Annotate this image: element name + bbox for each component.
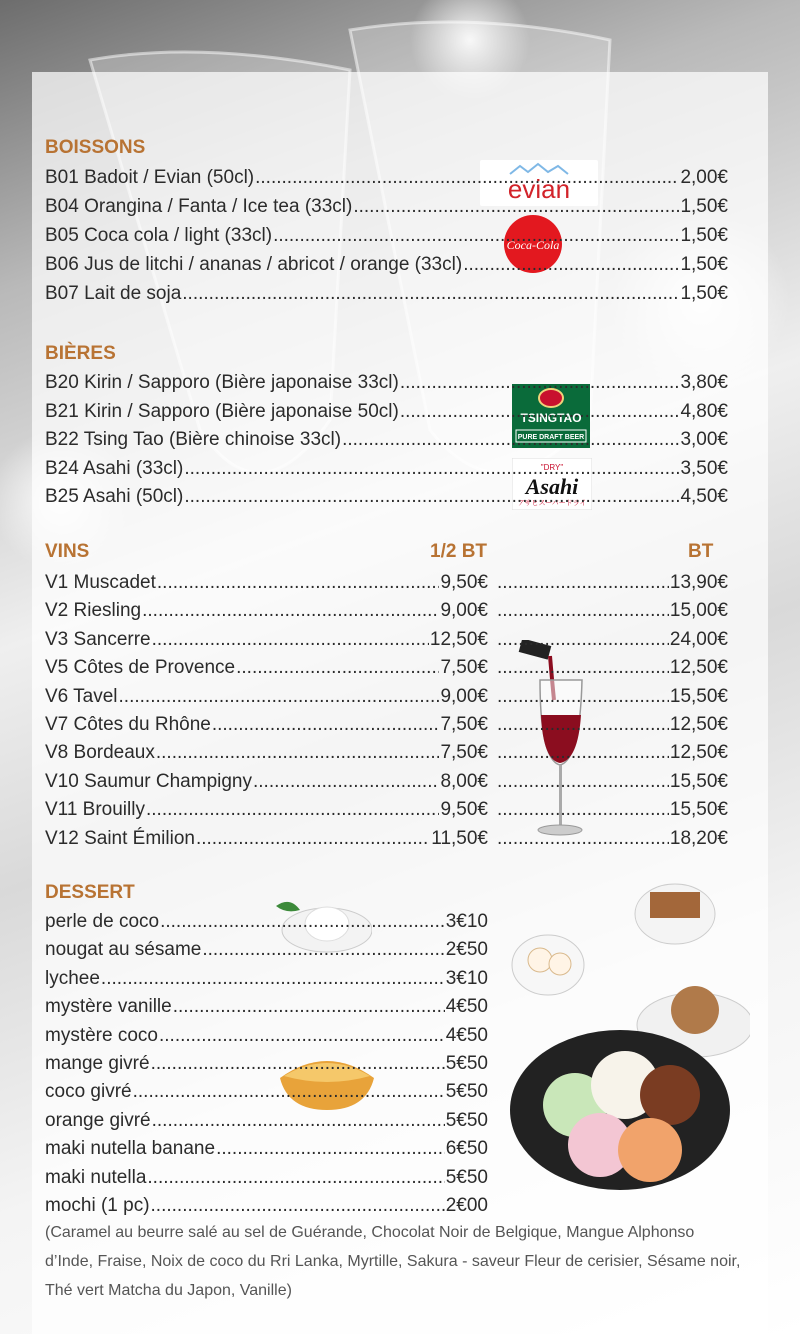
item-price: 9,50€ bbox=[440, 572, 488, 593]
leader-dots bbox=[119, 683, 440, 711]
vin-row-bottle bbox=[496, 683, 728, 711]
vin-row-bottle bbox=[496, 626, 728, 654]
dessert-row bbox=[45, 993, 488, 1021]
leader-dots bbox=[497, 796, 669, 824]
vin-row-bottle bbox=[496, 569, 728, 597]
leader-dots bbox=[463, 251, 679, 279]
asahi-logo-subtext: アサヒスーパードライ bbox=[517, 499, 587, 507]
item-name: lychee bbox=[45, 967, 100, 989]
dessert-row bbox=[45, 908, 488, 936]
leader-dots bbox=[152, 626, 429, 654]
boisson-row bbox=[45, 251, 728, 279]
leader-dots bbox=[212, 711, 440, 739]
dessert-row bbox=[45, 1164, 488, 1192]
dessert-row bbox=[45, 936, 488, 964]
leader-dots bbox=[400, 369, 680, 397]
asahi-dry-text: "DRY" bbox=[540, 463, 564, 472]
dessert-row bbox=[45, 1135, 488, 1163]
item-name: V12 Saint Émilion bbox=[45, 827, 195, 849]
leader-dots bbox=[342, 426, 679, 454]
item-price: 3,00€ bbox=[680, 429, 728, 450]
leader-dots bbox=[173, 993, 445, 1021]
item-price-bottle: 15,50€ bbox=[669, 799, 728, 821]
item-name: coco givré bbox=[45, 1081, 132, 1103]
item-price: 7,50€ bbox=[440, 714, 488, 735]
vin-row bbox=[45, 796, 488, 824]
boisson-row bbox=[45, 222, 728, 250]
item-price: 1,50€ bbox=[680, 225, 728, 246]
column-full-bottle: BT bbox=[688, 541, 714, 562]
item-name: B01 Badoit / Evian (50cl) bbox=[45, 167, 255, 188]
item-price: 7,50€ bbox=[440, 657, 488, 679]
item-name: orange givré bbox=[45, 1109, 151, 1131]
item-price-bottle: 18,20€ bbox=[669, 827, 728, 849]
dessert-row bbox=[45, 1078, 488, 1106]
leader-dots bbox=[133, 1078, 445, 1106]
item-name: V8 Bordeaux bbox=[45, 742, 155, 764]
item-price: 1,50€ bbox=[680, 283, 728, 304]
leader-dots bbox=[159, 1022, 445, 1050]
section-title-bieres: BIÈRES bbox=[45, 343, 116, 364]
item-price: 9,00€ bbox=[440, 685, 488, 707]
section-title-vins: VINS bbox=[45, 541, 90, 562]
leader-dots bbox=[151, 1192, 445, 1220]
leader-dots bbox=[253, 768, 439, 796]
leader-dots bbox=[497, 825, 669, 853]
item-price: 7,50€ bbox=[440, 742, 488, 764]
leader-dots bbox=[184, 483, 679, 511]
item-price: 2€00 bbox=[445, 1195, 488, 1216]
item-name: mystère coco bbox=[45, 1024, 158, 1046]
item-price: 5€50 bbox=[445, 1081, 488, 1103]
item-price: 3€10 bbox=[445, 967, 488, 989]
vin-row-bottle bbox=[496, 796, 728, 824]
leader-dots bbox=[216, 1135, 445, 1163]
leader-dots bbox=[497, 768, 669, 796]
vin-row bbox=[45, 597, 488, 625]
vin-row bbox=[45, 654, 488, 682]
item-name: B06 Jus de litchi / ananas / abricot / orange (33cl) bbox=[45, 254, 463, 275]
leader-dots bbox=[273, 222, 679, 250]
leader-dots bbox=[497, 597, 669, 625]
item-price: 2€50 bbox=[445, 939, 488, 961]
leader-dots bbox=[497, 569, 669, 597]
item-price: 5€50 bbox=[445, 1109, 488, 1131]
item-price-bottle: 13,90€ bbox=[669, 572, 728, 593]
dessert-row bbox=[45, 1022, 488, 1050]
item-price: 3,50€ bbox=[680, 457, 728, 479]
item-name: B25 Asahi (50cl) bbox=[45, 486, 184, 507]
section-title-dessert: DESSERT bbox=[45, 882, 135, 903]
vin-row-bottle bbox=[496, 768, 728, 796]
item-price: 11,50€ bbox=[431, 827, 488, 849]
item-name: B24 Asahi (33cl) bbox=[45, 457, 184, 479]
leader-dots bbox=[152, 1107, 445, 1135]
vin-row-bottle bbox=[496, 654, 728, 682]
item-price: 3,80€ bbox=[680, 372, 728, 393]
vin-row bbox=[45, 711, 488, 739]
item-name: mochi (1 pc) bbox=[45, 1195, 150, 1216]
leader-dots bbox=[400, 398, 680, 426]
item-price-bottle: 12,50€ bbox=[669, 714, 728, 735]
leader-dots bbox=[255, 164, 679, 192]
item-name: maki nutella banane bbox=[45, 1138, 216, 1160]
vin-row-bottle bbox=[496, 711, 728, 739]
boisson-row bbox=[45, 280, 728, 308]
tsingtao-logo-text: TSINGTAO bbox=[520, 411, 582, 425]
item-name: mystère vanille bbox=[45, 996, 172, 1018]
biere-row bbox=[45, 369, 728, 397]
item-name: B22 Tsing Tao (Bière chinoise 33cl) bbox=[45, 429, 342, 450]
item-price-bottle: 15,50€ bbox=[669, 685, 728, 707]
vin-row-bottle bbox=[496, 597, 728, 625]
item-name: maki nutella bbox=[45, 1166, 147, 1188]
item-price-bottle: 15,00€ bbox=[669, 600, 728, 622]
boisson-row bbox=[45, 193, 728, 221]
vin-row bbox=[45, 768, 488, 796]
leader-dots bbox=[236, 654, 439, 682]
leader-dots bbox=[184, 455, 679, 483]
dessert-flavours-note: (Caramel au beurre salé au sel de Guérande, Chocolat Noir de Belgique, Mangue Alphonso d’Inde, Fraise, Noix de coco du Rri Lanka, Myrtille, Sakura - saveur Fleur de cerisier, Sésame noir, Thé vert Matcha du Japon, Vanille) bbox=[45, 1224, 741, 1299]
vin-row bbox=[45, 825, 488, 853]
item-price-bottle: 12,50€ bbox=[669, 657, 728, 679]
item-price: 9,50€ bbox=[440, 799, 488, 821]
leader-dots bbox=[160, 908, 445, 936]
coca-cola-logo-text: Coca-Cola bbox=[506, 238, 560, 252]
leader-dots bbox=[142, 597, 439, 625]
item-name: mange givré bbox=[45, 1053, 150, 1074]
leader-dots bbox=[151, 1050, 445, 1078]
biere-row bbox=[45, 398, 728, 426]
vin-row bbox=[45, 683, 488, 711]
item-name: V10 Saumur Champigny bbox=[45, 770, 252, 792]
item-price: 5€50 bbox=[445, 1166, 488, 1188]
item-name: V3 Sancerre bbox=[45, 628, 151, 650]
item-price-bottle: 15,50€ bbox=[669, 770, 728, 792]
leader-dots bbox=[497, 626, 669, 654]
biere-row bbox=[45, 455, 728, 483]
leader-dots bbox=[497, 654, 669, 682]
item-name: perle de coco bbox=[45, 911, 160, 932]
leader-dots bbox=[147, 1164, 444, 1192]
item-price: 4€50 bbox=[445, 996, 488, 1018]
item-name: B04 Orangina / Fanta / Ice tea (33cl) bbox=[45, 196, 353, 217]
item-price: 12,50€ bbox=[429, 628, 488, 650]
item-name: B07 Lait de soja bbox=[45, 283, 182, 304]
item-price: 1,50€ bbox=[680, 196, 728, 217]
tsingtao-logo-subtext: PURE DRAFT BEER bbox=[517, 434, 585, 441]
leader-dots bbox=[497, 711, 669, 739]
item-name: V1 Muscadet bbox=[45, 572, 156, 593]
vin-row bbox=[45, 569, 488, 597]
dessert-row bbox=[45, 1107, 488, 1135]
item-price: 9,00€ bbox=[440, 600, 488, 622]
dessert-row bbox=[45, 965, 488, 993]
item-name: V2 Riesling bbox=[45, 600, 142, 622]
item-price: 5€50 bbox=[445, 1053, 488, 1074]
item-price: 8,00€ bbox=[440, 770, 488, 792]
dessert-row bbox=[45, 1050, 488, 1078]
leader-dots bbox=[353, 193, 679, 221]
item-name: B20 Kirin / Sapporo (Bière japonaise 33cl) bbox=[45, 372, 399, 393]
item-price: 1,50€ bbox=[680, 254, 728, 275]
item-price-bottle: 24,00€ bbox=[669, 628, 728, 650]
item-price: 4,80€ bbox=[680, 400, 728, 422]
item-name: B21 Kirin / Sapporo (Bière japonaise 50cl) bbox=[45, 400, 399, 422]
item-name: B05 Coca cola / light (33cl) bbox=[45, 225, 273, 246]
leader-dots bbox=[497, 739, 669, 767]
boisson-row bbox=[45, 164, 728, 192]
item-price: 2,00€ bbox=[680, 167, 728, 188]
evian-logo-text: evian bbox=[507, 174, 571, 204]
leader-dots bbox=[182, 280, 679, 308]
vin-row bbox=[45, 626, 488, 654]
desserts-image bbox=[510, 880, 750, 1200]
column-half-bottle: 1/2 BT bbox=[430, 541, 488, 562]
item-name: nougat au sésame bbox=[45, 939, 202, 961]
item-price: 4,50€ bbox=[680, 486, 728, 507]
item-name: V11 Brouilly bbox=[45, 799, 145, 821]
leader-dots bbox=[146, 796, 439, 824]
biere-row bbox=[45, 483, 728, 511]
leader-dots bbox=[101, 965, 445, 993]
leader-dots bbox=[202, 936, 444, 964]
item-price: 6€50 bbox=[445, 1138, 488, 1160]
item-name: V7 Côtes du Rhône bbox=[45, 714, 211, 735]
item-price-bottle: 12,50€ bbox=[669, 742, 728, 764]
item-price: 4€50 bbox=[445, 1024, 488, 1046]
leader-dots bbox=[196, 825, 430, 853]
vin-row bbox=[45, 739, 488, 767]
leader-dots bbox=[157, 569, 440, 597]
biere-row bbox=[45, 426, 728, 454]
item-price: 3€10 bbox=[445, 911, 488, 932]
item-name: V6 Tavel bbox=[45, 685, 118, 707]
dessert-row bbox=[45, 1192, 488, 1220]
asahi-logo-text: Asahi bbox=[525, 474, 579, 499]
leader-dots bbox=[156, 739, 440, 767]
section-title-boissons: BOISSONS bbox=[45, 137, 146, 158]
vin-row-bottle bbox=[496, 825, 728, 853]
item-name: V5 Côtes de Provence bbox=[45, 657, 236, 679]
leader-dots bbox=[497, 683, 669, 711]
vin-row-bottle bbox=[496, 739, 728, 767]
